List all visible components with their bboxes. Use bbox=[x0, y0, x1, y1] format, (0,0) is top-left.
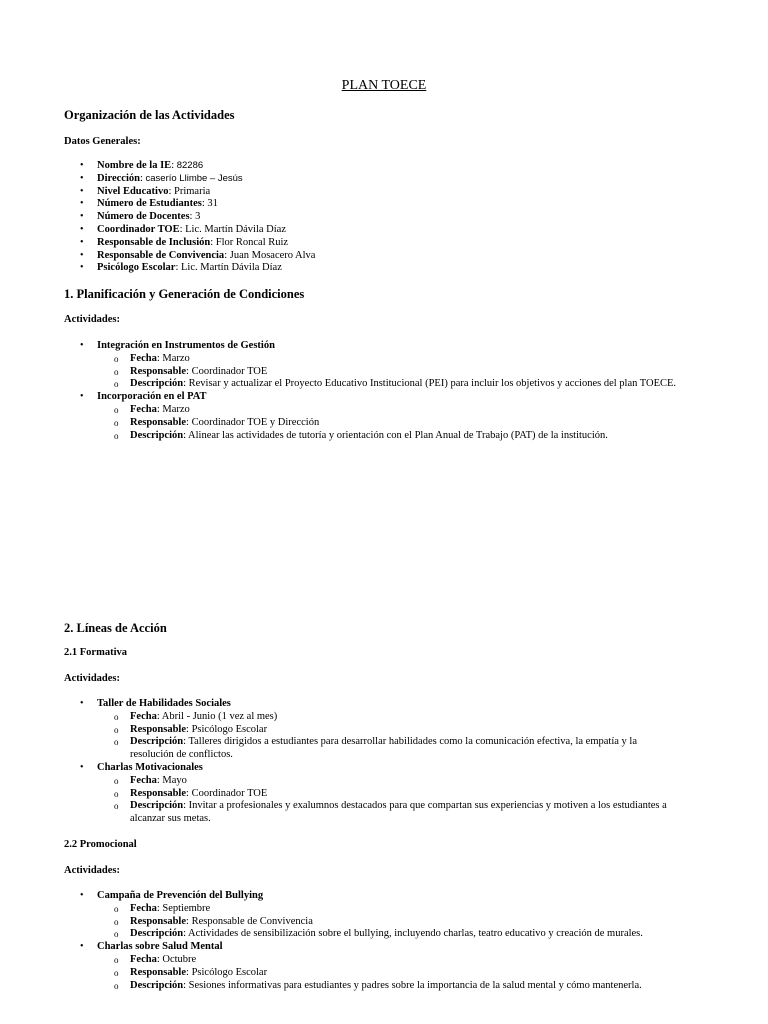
section-2-2-activities-label: Actividades: bbox=[64, 865, 120, 876]
section-2-heading: 2. Líneas de Acción bbox=[64, 621, 167, 635]
activity-item: • Incorporación en el PAT bbox=[80, 391, 207, 403]
datos-item: • Nivel Educativo: Primaria bbox=[80, 185, 211, 197]
activity-detail: o Fecha: Marzo bbox=[114, 404, 190, 415]
activity-detail: o Descripción: Invitar a profesionales y exalumnos destacados para que compartan sus experiencias y motiven a los estudiantes a bbox=[114, 800, 667, 812]
activity-item: • Charlas Motivacionales bbox=[80, 762, 203, 773]
activity-detail: o Descripción: Alinear las actividades de tutoría y orientación con el Plan Anual de Trabajo (PAT) de la institución. bbox=[114, 429, 608, 441]
section-1-activities-label: Actividades: bbox=[64, 314, 120, 325]
activity-item: • Taller de Habilidades Sociales bbox=[80, 698, 231, 709]
activity-detail-continuation: alcanzar sus metas. bbox=[130, 813, 211, 825]
org-heading: Organización de las Actividades bbox=[64, 108, 235, 122]
activity-item: • Integración en Instrumentos de Gestión bbox=[80, 340, 275, 351]
activity-detail: o Descripción: Sesiones informativas para estudiantes y padres sobre la importancia de la salud mental y cómo mantenerla. bbox=[114, 979, 642, 991]
activity-detail: o Descripción: Actividades de sensibilización sobre el bullying, incluyendo charlas, teatro educativo y creación de murales. bbox=[114, 928, 643, 940]
activity-detail: o Responsable: Coordinador TOE bbox=[114, 787, 268, 799]
activity-detail: o Fecha: Marzo bbox=[114, 352, 190, 364]
activity-detail: o Descripción: Talleres dirigidos a estudiantes para desarrollar habilidades como la comunicación efectiva, la empatía y la bbox=[114, 736, 637, 748]
activity-detail: o Fecha: Mayo bbox=[114, 774, 187, 786]
activity-detail: o Responsable: Responsable de Convivencia bbox=[114, 915, 313, 927]
activity-detail: o Descripción: Revisar y actualizar el Proyecto Educativo Institucional (PEI) para incluir los objetivos y acciones del plan TOECE. bbox=[114, 378, 677, 390]
activity-detail: o Fecha: Abril - Junio (1 vez al mes) bbox=[114, 710, 278, 722]
datos-item: • Nombre de la IE: 82286 bbox=[80, 160, 204, 171]
activity-detail: o Responsable: Coordinador TOE y Dirección bbox=[114, 416, 320, 428]
page-title: PLAN TOECE bbox=[341, 78, 427, 93]
activity-detail-continuation: resolución de conflictos. bbox=[130, 749, 233, 761]
section-1-heading: 1. Planificación y Generación de Condiciones bbox=[64, 287, 305, 301]
datos-item: • Número de Docentes: 3 bbox=[80, 211, 201, 223]
activity-detail: o Responsable: Psicólogo Escolar bbox=[114, 966, 268, 978]
datos-item: • Dirección: caserío Llimbe – Jesús bbox=[80, 172, 243, 184]
datos-item: • Número de Estudiantes: 31 bbox=[80, 198, 218, 210]
activity-detail: o Fecha: Octubre bbox=[114, 954, 197, 965]
datos-item: • Responsable de Inclusión: Flor Roncal Ruiz bbox=[80, 236, 289, 248]
section-2-2-heading: 2.2 Promocional bbox=[64, 839, 137, 850]
activity-item: • Campaña de Prevención del Bullying bbox=[80, 890, 264, 901]
activity-detail: o Fecha: Septiembre bbox=[114, 902, 211, 914]
datos-item: • Responsable de Convivencia: Juan Mosacero Alva bbox=[80, 249, 316, 261]
activity-detail: o Responsable: Psicólogo Escolar bbox=[114, 723, 268, 735]
datos-item: • Coordinador TOE: Lic. Martín Dávila Díaz bbox=[80, 224, 287, 235]
section-2-1-heading: 2.1 Formativa bbox=[64, 647, 127, 658]
activity-item: • Charlas sobre Salud Mental bbox=[80, 941, 223, 953]
activity-detail: o Responsable: Coordinador TOE bbox=[114, 365, 268, 377]
section-2-1-activities-label: Actividades: bbox=[64, 673, 120, 684]
datos-item: • Psicólogo Escolar: Lic. Martín Dávila Díaz bbox=[80, 262, 282, 274]
datos-heading: Datos Generales: bbox=[64, 136, 141, 147]
